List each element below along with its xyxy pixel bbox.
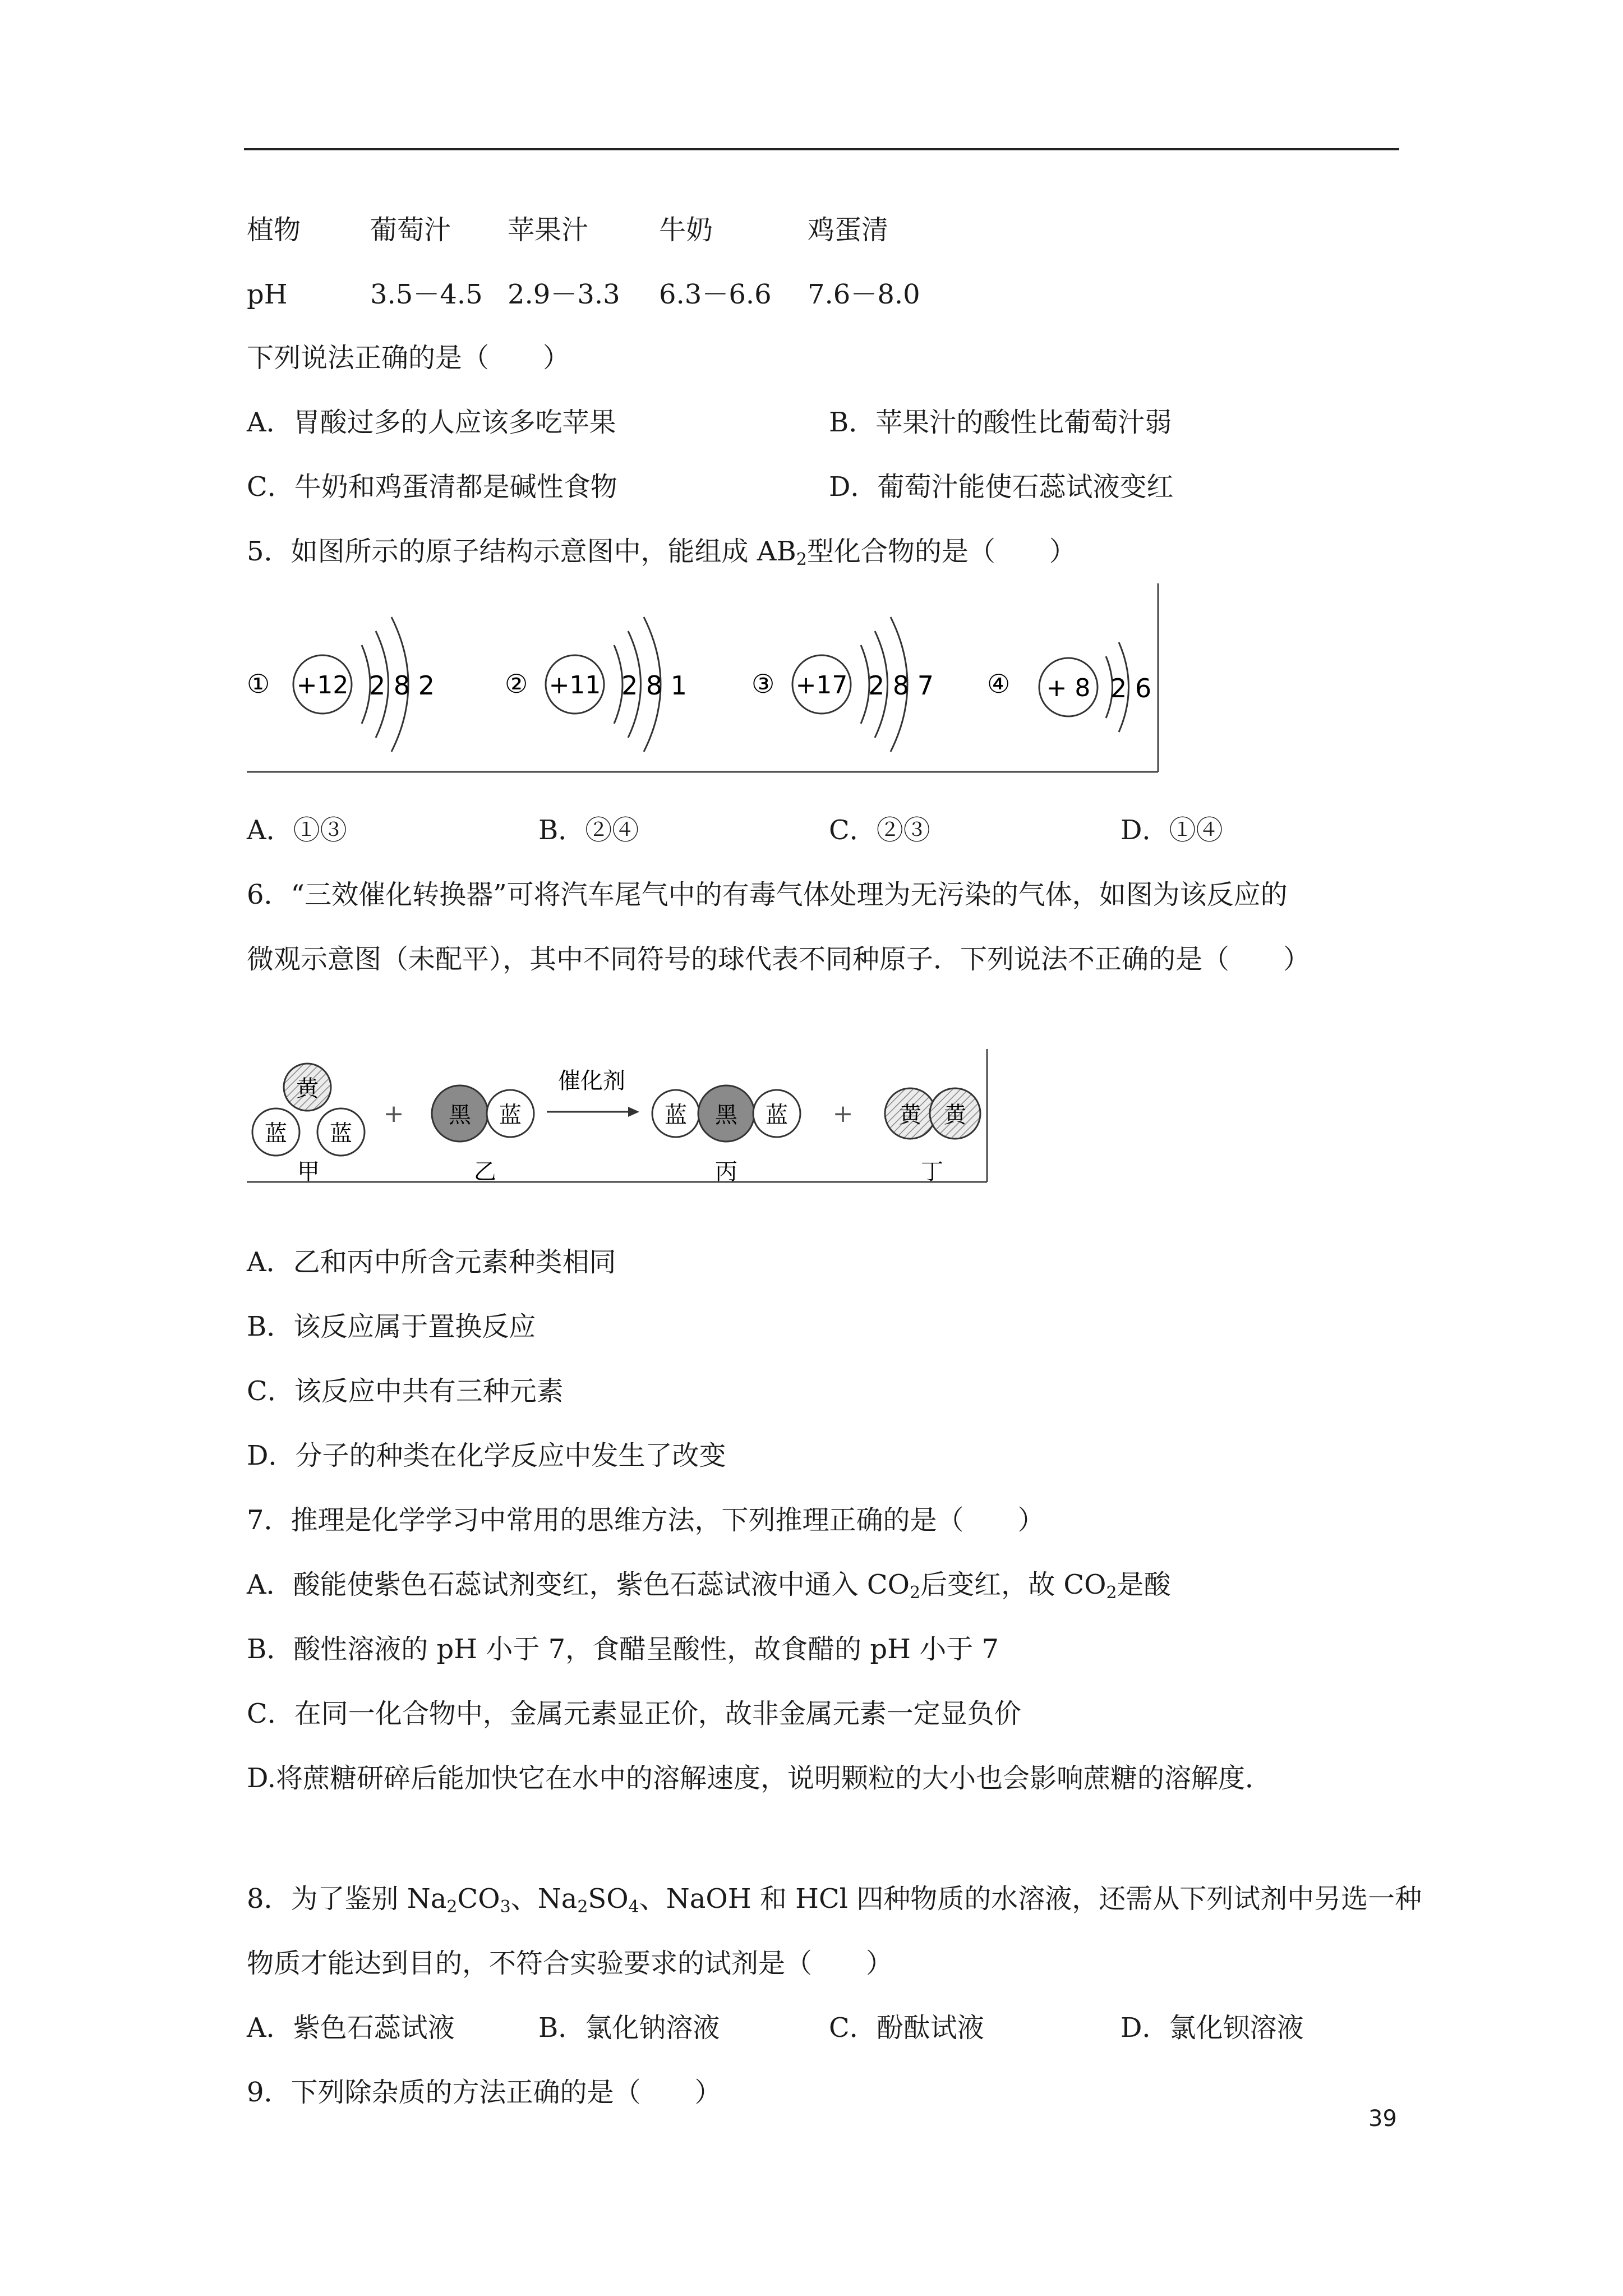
q7-option-b: B．酸性溶液的 pH 小于 7，食醋呈酸性，故食醋的 pH 小于 7: [247, 1634, 999, 1665]
label-jia: 甲: [297, 1159, 320, 1185]
electron-shells: 2 8 1: [621, 670, 688, 701]
label-ding: 丁: [921, 1159, 943, 1185]
table-cell: 6.3－6.6: [659, 279, 772, 310]
label-bing: 丙: [715, 1159, 737, 1185]
plus-sign: +: [383, 1099, 404, 1128]
table-cell: 葡萄汁: [370, 214, 451, 246]
table-cell: 牛奶: [659, 214, 713, 246]
catalyst-label: 催化剂: [558, 1068, 625, 1094]
q6-option-c: C．该反应中共有三种元素: [247, 1375, 564, 1407]
atom-4: [987, 642, 1151, 732]
svg-text:黄: 黄: [944, 1102, 966, 1128]
svg-text:蓝: 蓝: [330, 1121, 352, 1147]
header-rule: [244, 148, 1399, 150]
q7-option-d: D.将蔗糖研碎后能加快它在水中的溶解速度，说明颗粒的大小也会影响蔗糖的溶解度．: [247, 1763, 1272, 1794]
table-cell: 2.9－3.3: [508, 279, 620, 310]
q4-option-b: B．苹果汁的酸性比葡萄汁弱: [829, 407, 1172, 438]
q4-option-c: C．牛奶和鸡蛋清都是碱性食物: [247, 471, 617, 503]
electron-shells: 2 6: [1110, 673, 1152, 703]
q6-option-a: A．乙和丙中所含元素种类相同: [247, 1246, 616, 1278]
q5-option-b: B．②④: [538, 815, 639, 846]
electron-shells: 2 8 7: [868, 670, 934, 701]
atom-label: ①: [247, 669, 270, 699]
q6-option-d: D．分子的种类在化学反应中发生了改变: [247, 1440, 726, 1471]
svg-text:蓝: 蓝: [499, 1102, 522, 1128]
svg-text:蓝: 蓝: [265, 1121, 287, 1147]
reaction-arrow: [547, 1068, 639, 1117]
atom-2: [505, 617, 687, 752]
page-number: 39: [1368, 2106, 1397, 2132]
table-cell: 鸡蛋清: [808, 214, 889, 246]
table-cell: 3.5－4.5: [370, 279, 483, 310]
q6-stem-line1: 6．“三效催化转换器”可将汽车尾气中的有毒气体处理为无污染的气体，如图为该反应的: [247, 879, 1288, 910]
molecule-bing: [652, 1085, 800, 1185]
q5-option-d: D．①④: [1121, 815, 1223, 846]
electron-shells: 2 8 2: [369, 670, 435, 701]
molecule-ding: [885, 1088, 980, 1185]
nucleus-charge: +12: [296, 671, 349, 700]
nucleus-charge: + 8: [1046, 674, 1091, 702]
atom-3: [751, 617, 934, 752]
atom-label: ③: [751, 669, 775, 699]
label-yi: 乙: [474, 1159, 496, 1185]
svg-text:蓝: 蓝: [766, 1102, 788, 1128]
table-row1-label: 植物: [247, 214, 301, 246]
table-cell: 苹果汁: [508, 214, 589, 246]
q6-stem-line2: 微观示意图（未配平），其中不同符号的球代表不同种原子．下列说法不正确的是（ ）: [247, 944, 1311, 975]
q8-option-a: A．紫色石蕊试液: [247, 2012, 455, 2044]
svg-text:黑: 黑: [449, 1102, 471, 1128]
atom-1: [247, 617, 435, 752]
table-cell: 7.6－8.0: [808, 279, 920, 310]
nucleus-charge: +11: [548, 671, 601, 700]
q8-stem-line2: 物质才能达到目的，不符合实验要求的试剂是（ ）: [247, 1948, 893, 1979]
q5-stem: 5．如图所示的原子结构示意图中，能组成 $AB_2$型化合物的是（ ）: [247, 536, 1076, 569]
q6-option-b: B．该反应属于置换反应: [247, 1311, 536, 1342]
q8-option-d: D．氯化钡溶液: [1121, 2012, 1304, 2044]
q5-option-c: C．②③: [829, 815, 930, 846]
plus-sign: +: [832, 1099, 854, 1128]
molecule-yi: [432, 1085, 534, 1185]
q7-option-c: C．在同一化合物中，金属元素显正价，故非金属元素一定显负价: [247, 1698, 1021, 1729]
reaction-diagram: [247, 1049, 993, 1189]
q4-option-a: A．胃酸过多的人应该多吃苹果: [247, 407, 616, 438]
q7-stem: 7．推理是化学学习中常用的思维方法，下列推理正确的是（ ）: [247, 1504, 1045, 1536]
q4-stem: 下列说法正确的是（ ）: [247, 342, 570, 374]
q8-stem-line1: 8．为了鉴别 $Na_2CO_3$、$Na_2SO_4$、NaOH 和 HCl 四种物质的水溶液，还需从下列试剂中另选一种: [247, 1883, 1422, 1917]
table-row2-label: pH: [247, 279, 288, 310]
q7-option-a: A．酸能使紫色石蕊试剂变红，紫色石蕊试液中通入 $CO_2$后变红，故 $CO_2$是酸: [247, 1569, 1171, 1603]
atom-structure-figure: [247, 583, 1166, 780]
atom-label: ②: [505, 669, 528, 699]
q8-option-b: B．氯化钠溶液: [538, 2012, 720, 2044]
q9-stem: 9．下列除杂质的方法正确的是（ ）: [247, 2077, 722, 2108]
atom-label: ④: [987, 669, 1011, 699]
molecule-jia: [252, 1064, 365, 1185]
q4-option-d: D．葡萄汁能使石蕊试液变红: [829, 471, 1174, 503]
svg-text:黑: 黑: [715, 1102, 737, 1128]
q8-option-c: C．酚酞试液: [829, 2012, 984, 2044]
svg-text:黄: 黄: [296, 1076, 319, 1102]
svg-text:黄: 黄: [899, 1102, 921, 1128]
nucleus-charge: +17: [795, 671, 848, 700]
svg-text:蓝: 蓝: [665, 1102, 687, 1128]
q5-option-a: A．①③: [247, 815, 347, 846]
